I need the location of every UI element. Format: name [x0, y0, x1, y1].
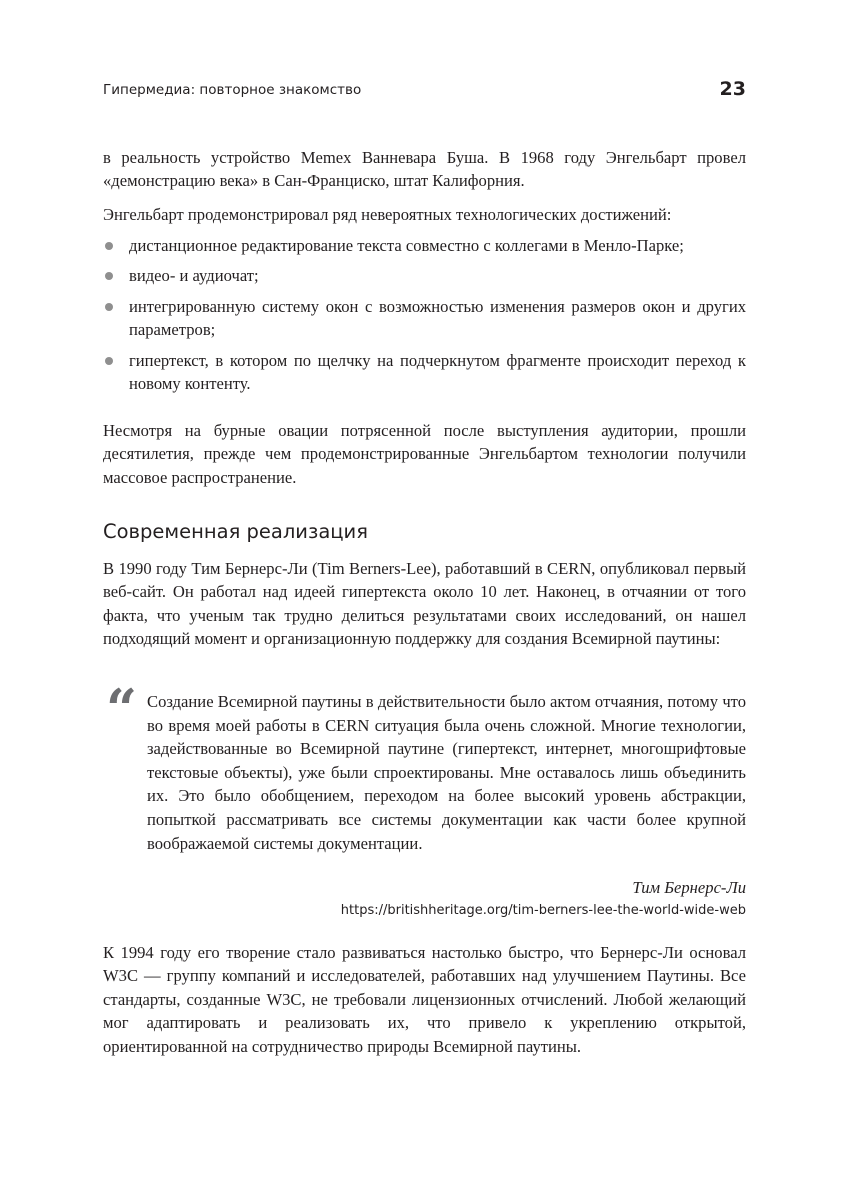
list-item-text: дистанционное редактирование текста совместно с коллегами в Менло-Парке; — [129, 236, 684, 255]
running-head — [103, 78, 746, 102]
section-heading: Современная реализация — [103, 520, 368, 543]
paragraph-w3c: К 1994 году его творение стало развиваться настолько быстро, что Бернерс-Ли основал W3C — группу компаний и исследователей, работавших над улучшением Паутины. Все стандарты, созданные W3C, не требовали лицензионных отчислений. Любой желающий мог адаптировать и реализовать их, что привело к укреплению открытой, ориентированной на сотрудничество природы Всемирной паутины. — [103, 943, 746, 1056]
page-number: 23 — [719, 78, 746, 100]
quote-author: Тим Бернерс-Ли — [632, 878, 746, 897]
paragraph-achievements-intro: Энгельбарт продемонстрировал ряд невероятных технологических достижений: — [103, 205, 672, 224]
bullet-icon — [105, 272, 113, 280]
quote-source-link[interactable]: https://britishheritage.org/tim-berners-lee-the-world-wide-web — [340, 903, 746, 918]
list-item-text: интегрированную систему окон с возможностью изменения размеров окон и других параметров; — [129, 296, 746, 340]
bullet-icon — [105, 303, 113, 311]
quote-mark-icon: “ — [106, 677, 138, 741]
achievements-list — [103, 234, 746, 402]
list-item — [103, 264, 746, 287]
list-item — [103, 349, 746, 396]
bullet-icon — [105, 242, 113, 250]
list-item-text: видео- и аудиочат; — [129, 266, 259, 286]
bullet-icon — [105, 357, 113, 365]
paragraph-ovations: Несмотря на бурные овации потрясенной после выступления аудитории, прошли десятилетия, прежде чем продемонстрированные Энгельбартом технологии получили массовое распространение. — [103, 421, 746, 487]
paragraph-memex: в реальность устройство Memex Ванневара Буша. В 1968 году Энгельбарт провел «демонстрацию века» в Сан-Франциско, штат Калифорния. — [103, 148, 746, 191]
list-item — [103, 234, 746, 257]
running-title: Гипермедиа: повторное знакомство — [103, 82, 362, 98]
list-item — [103, 295, 746, 342]
quote-text: Создание Всемирной паутины в действительности было актом отчаяния, потому что во время моей работы в CERN ситуация была очень сложной. Многие технологии, задействованные во Всемирной паутине (гипертекст, интернет, многошрифтовые текстовые объекты), уже были спроектированы. Мне оставалось лишь объединить их. Это было обобщением, переходом на более высокий уровень абстракции, попыткой рассматривать все системы документации как части более крупной воображаемой системы документации. — [147, 692, 746, 853]
list-item-text: гипертекст, в котором по щелчку на подчеркнутом фрагменте происходит переход к новому контенту. — [129, 350, 746, 394]
paragraph-berners-lee: В 1990 году Тим Бернерс-Ли (Tim Berners-Lee), работавший в CERN, опубликовал первый веб-сайт. Он работал над идеей гипертекста около 10 лет. Наконец, в отчаянии от того факта, что ученым так трудно делиться результатами своих исследований, он нашел подходящий момент и организационную поддержку для создания Всемирной паутины: — [103, 559, 746, 649]
